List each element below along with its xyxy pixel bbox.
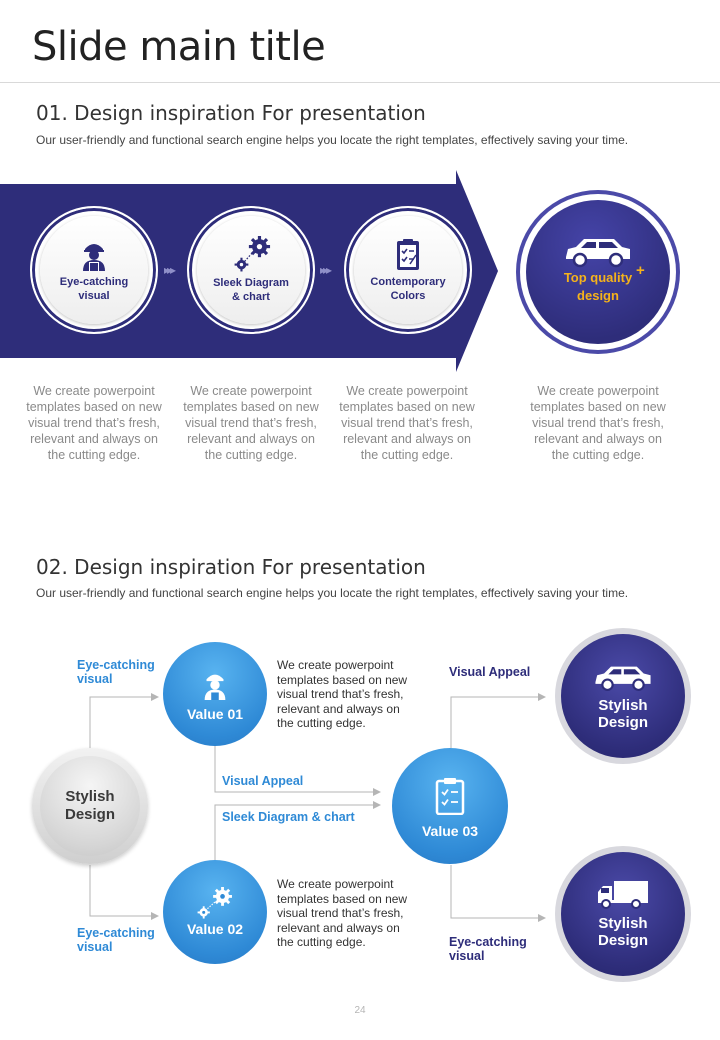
top-left-label bbox=[77, 658, 155, 686]
step3-description: We create powerpoint templates based on new visual trend that’s fresh, relevant and always on the cutting edge. bbox=[339, 384, 475, 462]
gears-icon bbox=[223, 236, 279, 272]
top-left-label-line2: visual bbox=[77, 672, 113, 686]
step-circle-sleek-diagram bbox=[187, 206, 315, 334]
step2-description: We create powerpoint templates based on new visual trend that’s fresh, relevant and always on the cutting edge. bbox=[183, 384, 319, 462]
value01-description: We create powerpoint templates based on new visual trend that’s fresh, relevant and always on the cutting edge. bbox=[277, 658, 408, 730]
value02-circle bbox=[163, 860, 267, 964]
result-label-line2: design bbox=[577, 288, 619, 303]
bottom-left-label-line1: Eye-catching bbox=[77, 926, 155, 940]
output2-line2: Design bbox=[597, 932, 648, 949]
top-left-label-line1: Eye-catching bbox=[77, 658, 155, 672]
bottom-left-label-line2: visual bbox=[77, 940, 113, 954]
visual-appeal-label: Visual Appeal bbox=[222, 774, 304, 788]
step1-description: We create powerpoint templates based on new visual trend that’s fresh, relevant and always on the cutting edge. bbox=[26, 384, 162, 462]
output1-line2: Design bbox=[597, 714, 648, 731]
value01-circle bbox=[163, 642, 267, 746]
hub-line1: Stylish bbox=[65, 788, 115, 805]
section1-subtitle: Our user-friendly and functional search engine helps you locate the right templates, effectively saving your time. bbox=[36, 133, 629, 147]
clipboard-icon bbox=[433, 777, 467, 815]
step1-label-line2: visual bbox=[78, 290, 110, 302]
clipboard-icon bbox=[391, 237, 425, 271]
slide-title: Slide main title bbox=[32, 24, 326, 70]
step2-label-line1: Sleek Diagram bbox=[213, 277, 289, 289]
right-bottom-label-line2: visual bbox=[449, 949, 485, 963]
bottom-left-label bbox=[77, 926, 155, 954]
value01-label: Value 01 bbox=[186, 706, 244, 722]
step3-label-line1: Contemporary bbox=[370, 276, 446, 288]
sleek-diagram-label: Sleek Diagram & chart bbox=[222, 810, 355, 824]
step-circle-contemporary-colors bbox=[344, 206, 472, 334]
value03-label: Value 03 bbox=[421, 823, 479, 839]
worker-icon bbox=[77, 237, 111, 271]
step3-label-line2: Colors bbox=[390, 290, 426, 302]
right-top-label: Visual Appeal bbox=[449, 665, 531, 679]
suv-icon bbox=[592, 661, 654, 693]
right-bottom-label bbox=[449, 935, 527, 963]
output2-line1: Stylish bbox=[598, 915, 648, 932]
section2-title: 02. Design inspiration For presentation bbox=[36, 555, 426, 579]
value02-label: Value 02 bbox=[186, 921, 244, 937]
hub-circle bbox=[32, 748, 148, 864]
suv-icon bbox=[562, 233, 634, 269]
output-circle-1 bbox=[555, 628, 691, 764]
section2-subtitle: Our user-friendly and functional search engine helps you locate the right templates, effectively saving your time. bbox=[36, 586, 629, 600]
section1-title: 01. Design inspiration For presentation bbox=[36, 101, 426, 125]
title-divider bbox=[0, 82, 720, 83]
output-circle-2 bbox=[555, 846, 691, 982]
right-bottom-label-line1: Eye-catching bbox=[449, 935, 527, 949]
chevrons-1: ▸▸▸ bbox=[164, 263, 174, 277]
result-circle bbox=[516, 190, 680, 354]
value03-circle bbox=[392, 748, 508, 864]
worker-icon bbox=[199, 668, 231, 700]
hub-line2: Design bbox=[64, 806, 115, 823]
result-plus-sign: + bbox=[636, 262, 645, 279]
value02-description: We create powerpoint templates based on new visual trend that’s fresh, relevant and always on the cutting edge. bbox=[277, 877, 408, 949]
step-circle-eye-catching bbox=[30, 206, 158, 334]
output1-line1: Stylish bbox=[598, 697, 648, 714]
result-label-line1: Top quality bbox=[563, 270, 633, 285]
step1-label-line1: Eye-catching bbox=[59, 276, 129, 288]
page-number: 24 bbox=[354, 1005, 366, 1016]
chevrons-2: ▸▸▸ bbox=[320, 263, 330, 277]
gears-icon bbox=[193, 887, 237, 919]
result-description: We create powerpoint templates based on new visual trend that’s fresh, relevant and always on the cutting edge. bbox=[530, 384, 666, 462]
step2-label-line2: & chart bbox=[232, 291, 270, 303]
truck-icon bbox=[596, 879, 650, 909]
